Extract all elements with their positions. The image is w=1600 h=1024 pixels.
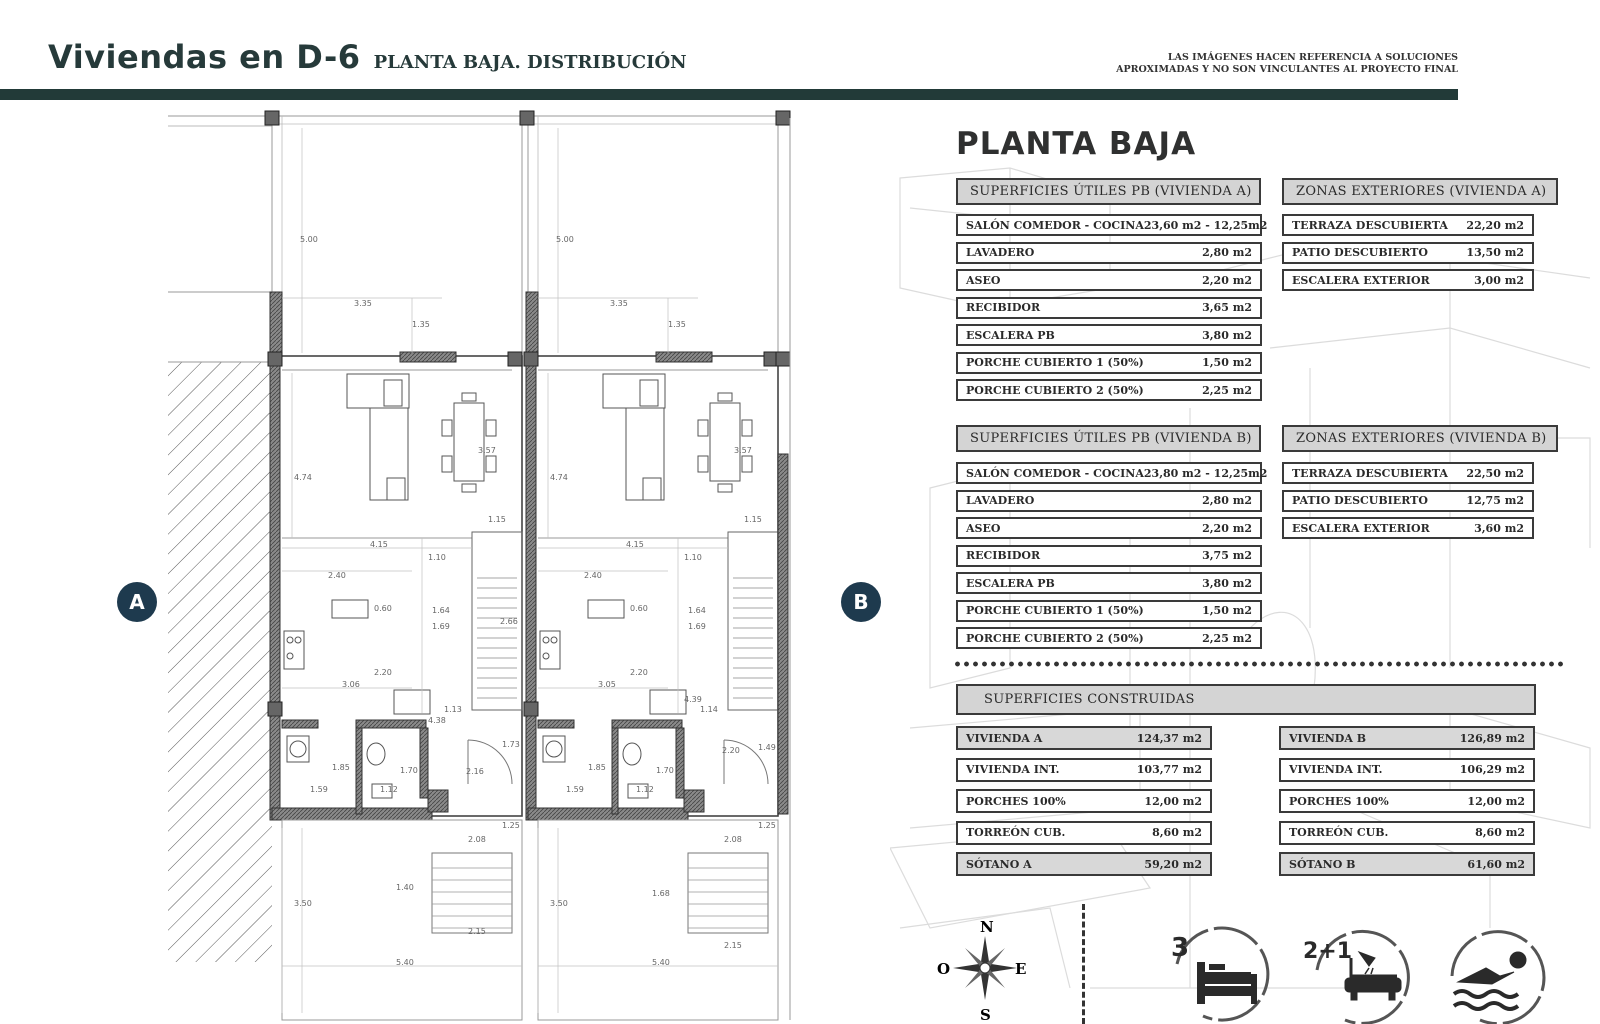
dim-b-1: 5.00 [556,235,574,244]
dim-a-18: 2.16 [466,767,484,776]
row-label: SÓTANO B [1289,857,1356,871]
useful-b-header: SUPERFICIES ÚTILES PB (VIVIENDA B) [956,425,1261,452]
table-row [956,789,1212,813]
compass-o: O [937,960,951,978]
row-value: 2,25 m2 [1202,631,1252,645]
dim-b-7: 4.15 [626,540,644,549]
dim-a-22: 1.12 [380,785,398,794]
table-row [1282,269,1534,291]
dim-a-21: 1.59 [310,785,328,794]
dotted-divider [953,661,1563,667]
table-row [1279,852,1535,876]
compass-e: E [1015,960,1027,978]
row-label: ESCALERA EXTERIOR [1292,521,1430,535]
row-label: ASEO [966,273,1001,287]
dim-b-27: 2.15 [724,941,742,950]
dim-a-13: 2.20 [374,668,392,677]
table-row [956,852,1212,876]
table-row [1279,821,1535,845]
row-label: TERRAZA DESCUBIERTA [1292,466,1448,480]
row-value: 1,50 m2 [1202,604,1252,617]
row-label: PORCHE CUBIERTO 2 (50%) [966,383,1144,397]
bed-icon [1197,962,1257,1004]
row-label: SÓTANO A [966,857,1032,871]
row-value: 103,77 m2 [1136,763,1202,776]
table-row [1282,214,1534,236]
table-row [1279,726,1535,750]
table-row [956,821,1212,845]
row-value: 23,60 m2 - 12,25m2 [1143,218,1268,232]
row-value: 2,20 m2 [1202,521,1252,535]
table-row [956,758,1212,782]
table-row [1279,758,1535,782]
useful-a-header: SUPERFICIES ÚTILES PB (VIVIENDA A) [956,178,1261,205]
ext-b-header: ZONAS EXTERIORES (VIVIENDA B) [1282,425,1558,452]
table-row [956,490,1262,512]
dim-b-2: 3.35 [610,299,628,308]
dim-a-7: 4.15 [370,540,388,549]
dim-a-26: 3.50 [294,899,312,908]
table-row [956,352,1262,374]
dim-a-12: 1.69 [432,622,450,631]
row-label: ESCALERA PB [966,328,1055,342]
disclaimer-line-2: APROXIMADAS Y NO SON VINCULANTES AL PROYECTO FINAL [1116,64,1458,75]
unit-a-label: A [117,582,157,622]
dim-b-5: 4.74 [550,473,568,482]
compass-n: N [980,918,994,936]
table-row [956,242,1262,264]
row-label: PORCHE CUBIERTO 1 (50%) [966,356,1144,369]
header-bar [0,89,1458,100]
row-label: VIVIENDA INT. [966,763,1060,776]
row-value: 22,50 m2 [1466,466,1524,480]
row-value: 2,80 m2 [1202,246,1252,259]
disclaimer-line-1: LAS IMÁGENES HACEN REFERENCIA A SOLUCIONES [1167,52,1458,63]
title-main: Viviendas en D-6 [48,38,361,76]
table-row [956,545,1262,567]
dim-b-20: 1.70 [656,766,674,775]
bathrooms-feature [1299,924,1419,1024]
table-row [956,214,1268,236]
dim-b-10: 0.60 [630,604,648,613]
dim-b-11: 1.64 [688,606,706,615]
dim-a-11: 1.64 [432,606,450,615]
row-value: 23,80 m2 - 12,25m2 [1143,466,1268,480]
bedrooms-feature [1163,924,1273,1024]
row-value: 3,00 m2 [1474,273,1524,287]
row-value: 61,60 m2 [1467,857,1525,871]
row-label: TERRAZA DESCUBIERTA [1292,218,1448,232]
row-value: 12,75 m2 [1466,494,1524,507]
dim-b-25: 1.68 [652,889,670,898]
vertical-divider [1082,904,1085,1024]
dim-b-21: 1.59 [566,785,584,794]
row-value: 22,20 m2 [1466,218,1524,232]
compass-s: S [980,1006,991,1024]
dim-b-4: 3.57 [734,446,752,455]
row-value: 2,20 m2 [1202,273,1252,287]
dim-b-26: 3.50 [550,899,568,908]
dim-b-23: 1.25 [758,821,776,830]
dim-a-28: 5.40 [396,958,414,967]
row-label: PORCHES 100% [1289,794,1389,808]
row-label: VIVIENDA B [1289,731,1366,745]
dim-b-6: 1.15 [744,515,762,524]
unit-b-label: B [841,582,881,622]
dim-b-17: 1.49 [758,743,776,752]
dim-a-1: 5.00 [300,235,318,244]
table-row [1282,490,1534,512]
dim-a-2: 3.35 [354,299,372,308]
row-label: SALÓN COMEDOR - COCINA [966,218,1144,232]
dim-a-24: 2.08 [468,835,486,844]
row-label: ESCALERA PB [966,576,1055,590]
row-label: TORREÓN CUB. [966,826,1066,839]
floor-plan [0,108,870,1024]
row-value: 13,50 m2 [1466,246,1524,259]
dim-a-14: 3.06 [342,680,360,689]
ext-a-header: ZONAS EXTERIORES (VIVIENDA A) [1282,178,1558,205]
swimmer-icon [1454,952,1526,1009]
table-row [956,297,1262,319]
row-value: 12,00 m2 [1144,794,1202,808]
dim-b-19: 1.85 [588,763,606,772]
dim-a-9: 2.40 [328,571,346,580]
disclaimer [1116,52,1458,76]
row-label: LAVADERO [966,246,1035,259]
row-value: 12,00 m2 [1467,794,1525,808]
dim-a-6: 1.15 [488,515,506,524]
table-row [956,324,1262,346]
dim-a-17: 1.73 [502,740,520,749]
row-value: 2,80 m2 [1202,494,1252,507]
table-row [956,600,1262,622]
row-value: 2,25 m2 [1202,383,1252,397]
table-row [956,572,1262,594]
table-row [956,379,1262,401]
dim-b-28: 5.40 [652,958,670,967]
row-value: 3,80 m2 [1202,328,1252,342]
table-row [956,269,1262,291]
table-row [1279,789,1535,813]
shower-icon [1345,952,1401,1000]
dim-b-14: 3.05 [598,680,616,689]
table-row [956,517,1262,539]
row-value: 3,65 m2 [1202,301,1252,314]
table-row [1282,242,1534,264]
dim-b-18: 2.20 [722,746,740,755]
construidas-header: SUPERFICIES CONSTRUIDAS [956,684,1536,715]
table-row [1282,517,1534,539]
row-label: PORCHE CUBIERTO 2 (50%) [966,631,1144,645]
dim-a-15: 1.13 [444,705,462,714]
row-label: LAVADERO [966,494,1035,507]
dim-b-22: 1.12 [636,785,654,794]
bedrooms-count: 3 [1171,933,1190,963]
row-label: ESCALERA EXTERIOR [1292,273,1430,287]
row-value: 126,89 m2 [1459,731,1525,745]
row-value: 3,75 m2 [1202,549,1252,562]
row-value: 1,50 m2 [1202,356,1252,369]
row-label: PATIO DESCUBIERTO [1292,494,1428,507]
table-row [1282,462,1534,484]
row-value: 3,60 m2 [1474,521,1524,535]
row-label: PATIO DESCUBIERTO [1292,246,1428,259]
dim-a-10: 0.60 [374,604,392,613]
dim-b-13: 2.20 [630,668,648,677]
row-label: RECIBIDOR [966,301,1041,314]
dim-b-12: 1.69 [688,622,706,631]
row-label: TORREÓN CUB. [1289,826,1389,839]
dim-b-9: 2.40 [584,571,602,580]
dim-b-24: 2.08 [724,835,742,844]
row-value: 124,37 m2 [1136,731,1202,745]
row-value: 59,20 m2 [1144,857,1202,871]
table-row [956,726,1212,750]
dim-b-16: 4.39 [684,695,702,704]
dim-b-15: 1.14 [700,705,718,714]
section-heading: PLANTA BAJA [956,126,1197,162]
dim-a-23: 1.25 [502,821,520,830]
bathrooms-count: 2+1 [1303,939,1353,964]
row-value: 106,29 m2 [1459,763,1525,776]
dim-a-25: 1.40 [396,883,414,892]
dim-a-27: 2.15 [468,927,486,936]
row-label: VIVIENDA INT. [1289,763,1383,776]
dim-a-19: 1.85 [332,763,350,772]
row-label: SALÓN COMEDOR - COCINA [966,466,1144,480]
row-label: PORCHE CUBIERTO 1 (50%) [966,604,1144,617]
dim-a-3: 1.35 [412,320,430,329]
row-value: 8,60 m2 [1152,826,1202,839]
dim-a-4: 3.57 [478,446,496,455]
dim-a-8: 1.10 [428,553,446,562]
row-label: VIVIENDA A [966,731,1043,745]
row-label: RECIBIDOR [966,549,1041,562]
row-value: 8,60 m2 [1475,826,1525,839]
dim-b-8: 1.10 [684,553,702,562]
dim-a-29: 2.66 [500,617,518,626]
row-value: 3,80 m2 [1202,576,1252,590]
table-row [956,627,1262,649]
compass-icon [935,918,1035,1024]
page-title [48,38,687,76]
row-label: PORCHES 100% [966,794,1066,808]
dim-b-3: 1.35 [668,320,686,329]
row-label: ASEO [966,521,1001,535]
dim-a-20: 1.70 [400,766,418,775]
dim-a-16: 4.38 [428,716,446,725]
table-row [956,462,1268,484]
pool-feature [1440,924,1550,1024]
dim-a-5: 4.74 [294,473,312,482]
title-subtitle: PLANTA BAJA. DISTRIBUCIÓN [373,52,687,73]
